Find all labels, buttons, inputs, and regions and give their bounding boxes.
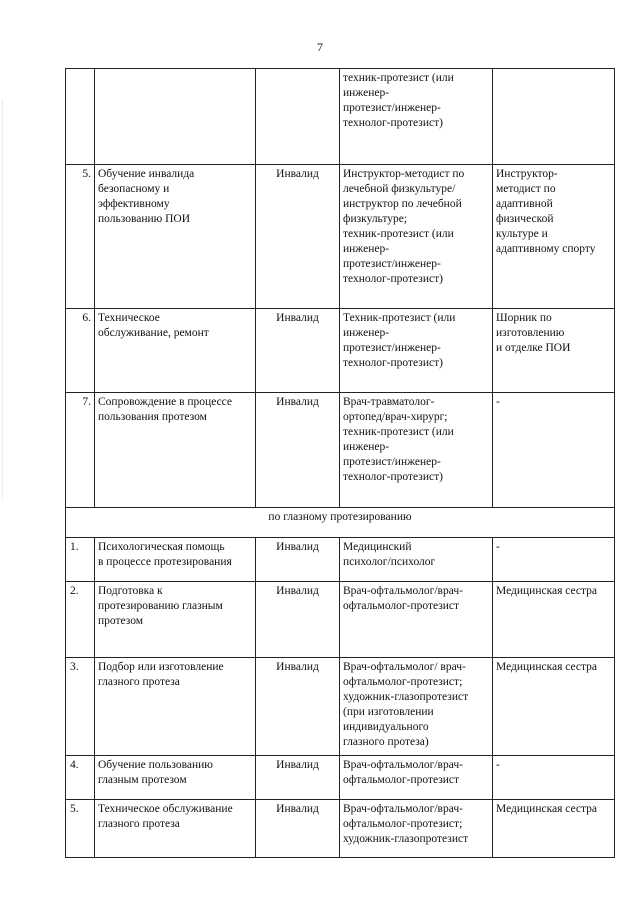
assistant-cell: Медицинская сестра: [493, 582, 615, 658]
table-row: [66, 582, 615, 658]
assistant-cell: [493, 69, 615, 165]
table-row: [66, 800, 615, 858]
assistant-cell: Шорник по изготовлению и отделке ПОИ: [493, 309, 615, 393]
activity-cell: Сопровождение в процессе пользования протезом: [95, 393, 256, 508]
table-row: [66, 658, 615, 756]
activity-cell: Психологическая помощь в процессе протезирования: [95, 538, 256, 582]
row-number: 5.: [66, 800, 95, 858]
activity-cell: Подбор или изготовление глазного протеза: [95, 658, 256, 756]
specialist-cell: Медицинский психолог/психолог: [340, 538, 493, 582]
activity-cell: Обучение пользованию глазным протезом: [95, 756, 256, 800]
specialist-cell: Техник-протезист (или инженер- протезист/инженер- технолог-протезист): [340, 309, 493, 393]
recipient-cell: Инвалид: [256, 165, 340, 309]
recipient-cell: Инвалид: [256, 538, 340, 582]
row-number: 1.: [66, 538, 95, 582]
table-row: [66, 69, 615, 165]
recipient-cell: Инвалид: [256, 309, 340, 393]
recipient-cell: Инвалид: [256, 756, 340, 800]
row-number: 4.: [66, 756, 95, 800]
assistant-cell: Медицинская сестра: [493, 800, 615, 858]
specialist-cell: Врач-офтальмолог/врач- офтальмолог-протезист: [340, 756, 493, 800]
assistant-cell: -: [493, 756, 615, 800]
recipient-cell: Инвалид: [256, 582, 340, 658]
section-title: по глазному протезированию: [66, 508, 615, 538]
table-row: [66, 165, 615, 309]
recipient-cell: Инвалид: [256, 658, 340, 756]
table-row: [66, 309, 615, 393]
table-row: [66, 538, 615, 582]
activity-cell: Обучение инвалида безопасному и эффективному пользованию ПОИ: [95, 165, 256, 309]
activity-cell: Подготовка к протезированию глазным протезом: [95, 582, 256, 658]
recipient-cell: Инвалид: [256, 393, 340, 508]
row-number: 3.: [66, 658, 95, 756]
specialist-cell: Врач-офтальмолог/врач- офтальмолог-протезист: [340, 582, 493, 658]
specialist-cell: Врач-офтальмолог/ врач- офтальмолог-протезист; художник-глазопротезист (при изготовлении индивидуального глазного протеза): [340, 658, 493, 756]
assistant-cell: Инструктор- методист по адаптивной физической культуре и адаптивному спорту: [493, 165, 615, 309]
table-row: [66, 756, 615, 800]
activity-cell: Техническое обслуживание, ремонт: [95, 309, 256, 393]
assistant-cell: -: [493, 393, 615, 508]
recipient-cell: [256, 69, 340, 165]
activity-cell: [95, 69, 256, 165]
services-table: [65, 68, 615, 858]
row-number: 2.: [66, 582, 95, 658]
table-row: [66, 393, 615, 508]
specialist-cell: Инструктор-методист по лечебной физкультуре/ инструктор по лечебной физкультуре; техник-протезист (или инженер- протезист/инженер- технолог-протезист): [340, 165, 493, 309]
recipient-cell: Инвалид: [256, 800, 340, 858]
row-number: 7.: [66, 393, 95, 508]
section-header-row: [66, 508, 615, 538]
specialist-cell: Врач-травматолог- ортопед/врач-хирург; техник-протезист (или инженер- протезист/инженер- технолог-протезист): [340, 393, 493, 508]
scan-margin-marks: [2, 100, 7, 500]
page-number: 7: [317, 40, 323, 54]
assistant-cell: -: [493, 538, 615, 582]
specialist-cell: техник-протезист (или инженер- протезист/инженер- технолог-протезист): [340, 69, 493, 165]
activity-cell: Техническое обслуживание глазного протеза: [95, 800, 256, 858]
row-number: [66, 69, 95, 165]
specialist-cell: Врач-офтальмолог/врач- офтальмолог-протезист; художник-глазопротезист: [340, 800, 493, 858]
row-number: 5.: [66, 165, 95, 309]
assistant-cell: Медицинская сестра: [493, 658, 615, 756]
row-number: 6.: [66, 309, 95, 393]
